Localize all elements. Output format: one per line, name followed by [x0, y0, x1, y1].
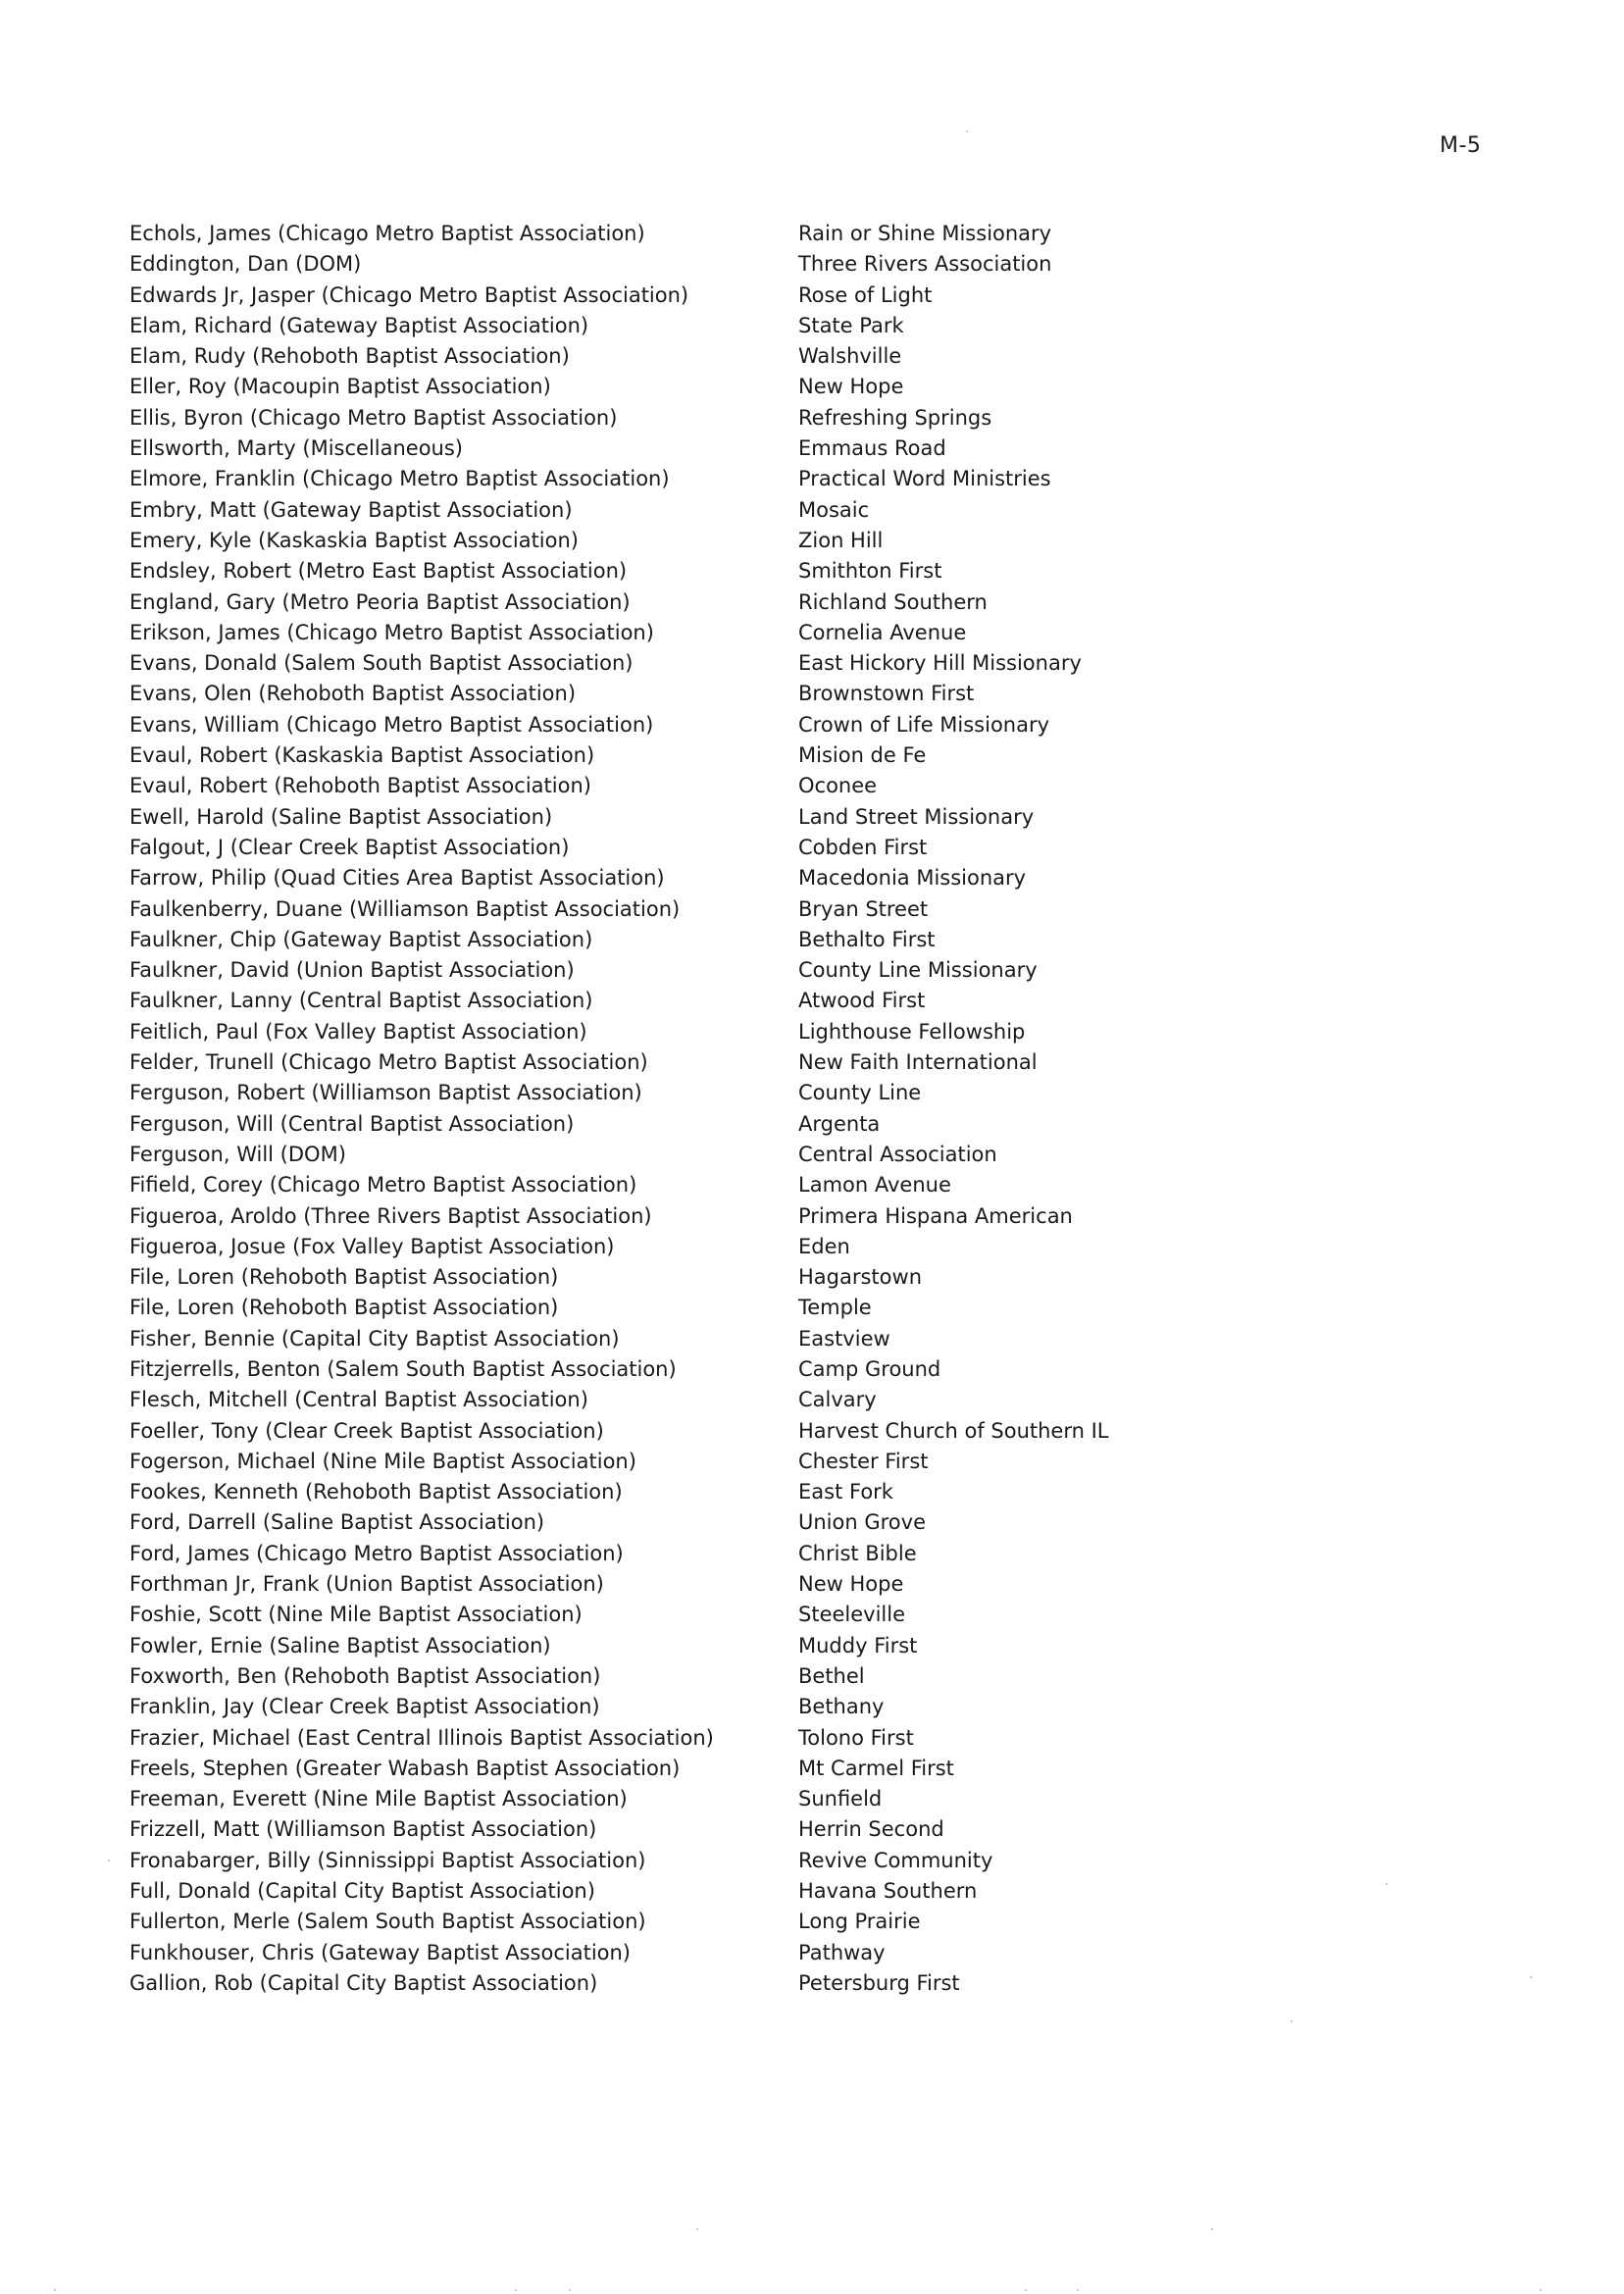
pastor-name: Embry, Matt (Gateway Baptist Association) [129, 497, 573, 522]
pastor-name: Fitzjerrells, Benton (Salem South Baptist Association) [129, 1356, 677, 1381]
scan-speck [1291, 2020, 1293, 2022]
pastor-name: Edwards Jr, Jasper (Chicago Metro Baptist Association) [129, 282, 689, 307]
church-name: Emmaus Road [798, 436, 946, 461]
pastor-name: Fullerton, Merle (Salem South Baptist Association) [129, 1910, 646, 1934]
pastor-name: Ellsworth, Marty (Miscellaneous) [129, 436, 463, 461]
church-name: Revive Community [798, 1848, 993, 1872]
scan-speck [966, 130, 968, 132]
church-name: Mision de Fe [798, 743, 927, 768]
church-name: East Hickory Hill Missionary [798, 651, 1082, 676]
church-name: Havana Southern [798, 1879, 978, 1904]
pastor-name: Evaul, Robert (Kaskaskia Baptist Association) [129, 743, 595, 768]
pastor-name: Fowler, Ernie (Saline Baptist Association) [129, 1633, 551, 1657]
pastor-name: Gallion, Rob (Capital City Baptist Association) [129, 1970, 598, 1995]
pastor-name: Faulkenberry, Duane (Williamson Baptist Association) [129, 896, 681, 921]
pastor-name: Funkhouser, Chris (Gateway Baptist Association) [129, 1940, 632, 1964]
church-name: Argenta [798, 1111, 881, 1136]
pastor-name: Foshie, Scott (Nine Mile Baptist Association) [129, 1603, 583, 1627]
pastor-name: Flesch, Mitchell (Central Baptist Association) [129, 1388, 588, 1412]
church-name: Three Rivers Association [798, 252, 1052, 277]
church-name: Pathway [798, 1940, 886, 1964]
church-name: Tolono First [798, 1725, 914, 1750]
church-name: Sunfield [798, 1787, 883, 1811]
pastor-name: Fronabarger, Billy (Sinnissippi Baptist Association) [129, 1848, 646, 1872]
church-name: Walshville [798, 344, 902, 369]
pastor-name: Frazier, Michael (East Central Illinois Baptist Association) [129, 1725, 714, 1750]
pastor-name: Ford, Darrell (Saline Baptist Association) [129, 1510, 545, 1535]
pastor-name: Emery, Kyle (Kaskaskia Baptist Association) [129, 528, 579, 552]
pastor-name: Faulkner, Chip (Gateway Baptist Association) [129, 927, 593, 951]
pastor-name: Full, Donald (Capital City Baptist Association) [129, 1879, 595, 1904]
pastor-name: Evans, Olen (Rehoboth Baptist Association) [129, 682, 577, 706]
church-name: Muddy First [798, 1633, 918, 1657]
scan-speck [54, 2289, 56, 2291]
pastor-name: Fogerson, Michael (Nine Mile Baptist Association) [129, 1449, 636, 1473]
church-name: County Line [798, 1081, 922, 1105]
pastor-name: Elam, Rudy (Rehoboth Baptist Association) [129, 344, 570, 369]
pastor-name: Elmore, Franklin (Chicago Metro Baptist Association) [129, 467, 670, 491]
pastor-name: Echols, James (Chicago Metro Baptist Association) [129, 222, 645, 245]
scan-speck [1386, 1883, 1388, 1885]
pastor-name: Figueroa, Aroldo (Three Rivers Baptist Association) [129, 1203, 652, 1228]
church-name: Practical Word Ministries [798, 467, 1051, 491]
pastor-name: Figueroa, Josue (Fox Valley Baptist Association) [129, 1234, 615, 1258]
pastor-name: Ewell, Harold (Saline Baptist Association) [129, 804, 553, 829]
church-name: Smithton First [798, 559, 942, 584]
church-name: Bethany [798, 1695, 885, 1719]
pastor-name: Ferguson, Will (Central Baptist Association) [129, 1111, 575, 1136]
pastor-name: Fookes, Kenneth (Rehoboth Baptist Association) [129, 1480, 623, 1504]
pastor-name: Evaul, Robert (Rehoboth Baptist Association) [129, 774, 591, 798]
church-name: Cornelia Avenue [798, 620, 967, 644]
scan-speck [108, 1860, 110, 1861]
church-name: Brownstown First [798, 682, 975, 706]
pastor-name: Erikson, James (Chicago Metro Baptist Association) [129, 620, 654, 644]
scan-speck [515, 2289, 517, 2291]
pastor-name: Frizzell, Matt (Williamson Baptist Association) [129, 1817, 597, 1842]
church-name: State Park [798, 313, 904, 337]
pastor-name: Farrow, Philip (Quad Cities Area Baptist Association) [129, 866, 665, 891]
church-name: Harvest Church of Southern IL [798, 1418, 1109, 1443]
pastor-name: Foxworth, Ben (Rehoboth Baptist Association) [129, 1663, 601, 1688]
pastor-name: Endsley, Robert (Metro East Baptist Association) [129, 559, 628, 584]
church-name: Hagarstown [798, 1265, 922, 1290]
scan-speck [696, 2228, 698, 2230]
church-name: Oconee [798, 774, 878, 798]
pastor-name: Franklin, Jay (Clear Creek Baptist Association) [129, 1695, 600, 1719]
church-name: Herrin Second [798, 1817, 944, 1842]
pastor-name: Fifield, Corey (Chicago Metro Baptist Association) [129, 1173, 637, 1198]
pastor-name: Ferguson, Will (DOM) [129, 1142, 346, 1166]
scan-speck [1540, 2289, 1542, 2291]
church-name: Christ Bible [798, 1541, 917, 1565]
church-name: Eastview [798, 1326, 890, 1351]
church-name: Richland Southern [798, 589, 988, 614]
pastor-name: Felder, Trunell (Chicago Metro Baptist Association) [129, 1050, 648, 1075]
church-name: Eden [798, 1234, 850, 1258]
church-name: Bethel [798, 1663, 865, 1688]
pastor-name: Elam, Richard (Gateway Baptist Association) [129, 313, 589, 337]
church-name: Cobden First [798, 835, 928, 859]
church-name: Chester First [798, 1449, 929, 1473]
church-name: Crown of Life Missionary [798, 712, 1050, 737]
pastor-name: Falgout, J (Clear Creek Baptist Association) [129, 835, 570, 859]
church-name: Calvary [798, 1388, 877, 1412]
church-name: Rain or Shine Missionary [798, 222, 1052, 245]
pastor-name: Freeman, Everett (Nine Mile Baptist Association) [129, 1787, 628, 1811]
church-name: Lighthouse Fellowship [798, 1019, 1026, 1044]
church-name: Central Association [798, 1142, 997, 1166]
church-name: Atwood First [798, 989, 926, 1013]
church-name: Temple [798, 1296, 872, 1320]
scan-speck [1530, 1976, 1532, 1978]
church-name: Bethalto First [798, 927, 936, 951]
pastor-name: Ferguson, Robert (Williamson Baptist Association) [129, 1081, 642, 1105]
church-name: Steeleville [798, 1603, 906, 1627]
church-name: Land Street Missionary [798, 804, 1035, 829]
church-name: New Hope [798, 1572, 904, 1597]
church-name: Petersburg First [798, 1970, 960, 1995]
scan-speck [569, 2289, 571, 2291]
pastor-name: Evans, William (Chicago Metro Baptist Association) [129, 712, 654, 737]
pastor-name: Fisher, Bennie (Capital City Baptist Association) [129, 1326, 620, 1351]
church-name: Lamon Avenue [798, 1173, 951, 1198]
pastor-name: Ellis, Byron (Chicago Metro Baptist Association) [129, 405, 618, 430]
church-name: Mosaic [798, 497, 870, 522]
pastor-name: Feitlich, Paul (Fox Valley Baptist Association) [129, 1019, 587, 1044]
scan-speck [1025, 2289, 1027, 2291]
pastor-name-column [129, 219, 718, 1999]
pastor-name: File, Loren (Rehoboth Baptist Association) [129, 1296, 559, 1320]
pastor-name: Faulkner, David (Union Baptist Association) [129, 958, 575, 983]
church-name: East Fork [798, 1480, 893, 1504]
church-name: New Hope [798, 375, 904, 399]
pastor-name: England, Gary (Metro Peoria Baptist Association) [129, 589, 631, 614]
church-name: Primera Hispana American [798, 1203, 1073, 1228]
church-name: Zion Hill [798, 528, 884, 552]
pastor-name: Forthman Jr, Frank (Union Baptist Association) [129, 1572, 604, 1597]
pastor-name: Ford, James (Chicago Metro Baptist Association) [129, 1541, 624, 1565]
scan-speck [1211, 2228, 1213, 2230]
church-name: Bryan Street [798, 896, 929, 921]
church-name: Rose of Light [798, 282, 933, 307]
pastor-name: Foeller, Tony (Clear Creek Baptist Association) [129, 1418, 604, 1443]
church-name: County Line Missionary [798, 958, 1038, 983]
pastor-name: Eller, Roy (Macoupin Baptist Association) [129, 375, 551, 399]
church-name-column [798, 219, 1289, 1999]
pastor-name: Evans, Donald (Salem South Baptist Association) [129, 651, 634, 676]
pastor-name: Freels, Stephen (Greater Wabash Baptist Association) [129, 1756, 681, 1780]
page-number: M-5 [1440, 133, 1482, 158]
church-name: Refreshing Springs [798, 405, 992, 430]
church-name: Macedonia Missionary [798, 866, 1027, 891]
church-name: Mt Carmel First [798, 1756, 954, 1780]
pastor-name: Eddington, Dan (DOM) [129, 252, 362, 277]
pastor-name: File, Loren (Rehoboth Baptist Association) [129, 1265, 559, 1290]
scan-speck [1077, 2289, 1079, 2291]
church-name: Long Prairie [798, 1910, 921, 1934]
pastor-name: Faulkner, Lanny (Central Baptist Association) [129, 989, 593, 1013]
church-name: Camp Ground [798, 1356, 941, 1381]
church-name: Union Grove [798, 1510, 926, 1535]
church-name: New Faith International [798, 1050, 1038, 1075]
